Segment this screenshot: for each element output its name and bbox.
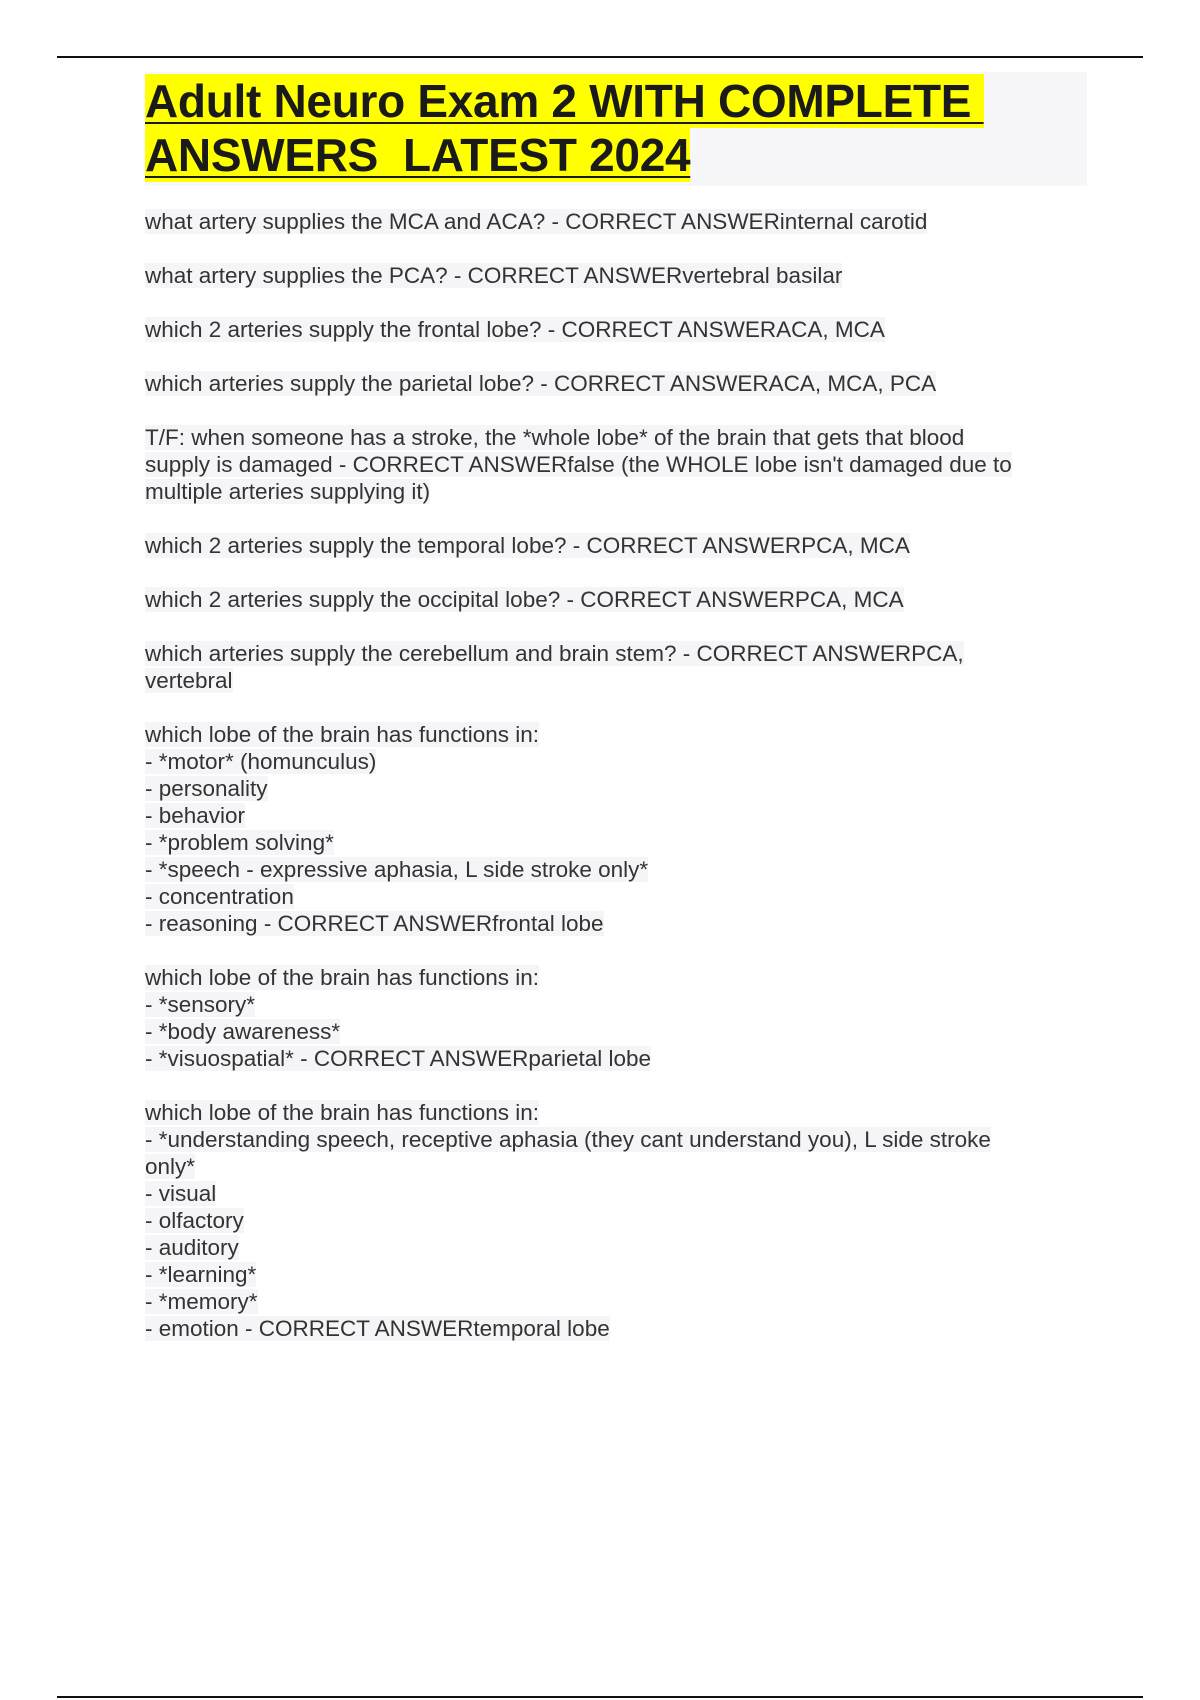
qa-text: multiple arteries supplying it) [145,479,431,504]
qa-line [145,1126,1085,1153]
qa-line [145,1288,1085,1315]
qa-text: which lobe of the brain has functions in: [145,1100,539,1125]
qa-line [145,667,1085,694]
qa-line [145,1180,1085,1207]
qa-text: - emotion - CORRECT ANSWERtemporal lobe [145,1316,610,1341]
qa-text: - *motor* (homunculus) [145,749,377,774]
qa-line [145,1261,1085,1288]
document-title [145,72,1087,186]
qa-text: - personality [145,776,268,801]
qa-item [145,424,1085,505]
qa-line [145,1153,1085,1180]
title-line-2: ANSWERS LATEST 2024 [145,129,691,181]
qa-item [145,640,1085,694]
qa-line [145,748,1085,775]
qa-line [145,910,1085,937]
qa-line [145,991,1085,1018]
qa-line [145,424,1085,451]
qa-text: - concentration [145,884,294,909]
qa-text: - auditory [145,1235,239,1260]
qa-text: - *visuospatial* - CORRECT ANSWERparietal lobe [145,1046,652,1071]
qa-line [145,532,1085,559]
qa-line [145,262,1085,289]
qa-line [145,208,1085,235]
qa-text: - behavior [145,803,246,828]
qa-text: which 2 arteries supply the temporal lobe? - CORRECT ANSWERPCA, MCA [145,533,910,558]
qa-line [145,856,1085,883]
qa-line [145,721,1085,748]
qa-text: - *learning* [145,1262,257,1287]
qa-line [145,1315,1085,1342]
qa-text: - *understanding speech, receptive aphasia (they cant understand you), L side stroke [145,1127,991,1152]
qa-line [145,964,1085,991]
qa-line [145,1018,1085,1045]
qa-text: - olfactory [145,1208,244,1233]
qa-text: - *speech - expressive aphasia, L side stroke only* [145,857,649,882]
qa-line [145,775,1085,802]
top-rule [57,56,1143,58]
qa-text: which arteries supply the cerebellum and brain stem? - CORRECT ANSWERPCA, [145,641,964,666]
qa-text: what artery supplies the MCA and ACA? - CORRECT ANSWERinternal carotid [145,209,928,234]
qa-text: only* [145,1154,196,1179]
qa-item [145,370,1085,397]
qa-line [145,1234,1085,1261]
qa-line [145,451,1085,478]
qa-text: which arteries supply the parietal lobe? - CORRECT ANSWERACA, MCA, PCA [145,371,937,396]
qa-line [145,829,1085,856]
qa-line [145,883,1085,910]
qa-line [145,1045,1085,1072]
qa-line [145,370,1085,397]
qa-item [145,316,1085,343]
qa-text: - *memory* [145,1289,258,1314]
qa-text: T/F: when someone has a stroke, the *whole lobe* of the brain that gets that blood [145,425,965,450]
title-line-1: Adult Neuro Exam 2 WITH COMPLETE [145,75,984,127]
qa-item [145,964,1085,1072]
qa-line [145,640,1085,667]
qa-text: which 2 arteries supply the occipital lobe? - CORRECT ANSWERPCA, MCA [145,587,904,612]
qa-line [145,802,1085,829]
bottom-rule [57,1696,1143,1698]
qa-item [145,721,1085,937]
qa-line [145,478,1085,505]
qa-line [145,1099,1085,1126]
qa-text: - *sensory* [145,992,256,1017]
qa-line [145,1207,1085,1234]
qa-line [145,586,1085,613]
qa-text: - *body awareness* [145,1019,341,1044]
qa-item [145,262,1085,289]
qa-text: which 2 arteries supply the frontal lobe? - CORRECT ANSWERACA, MCA [145,317,885,342]
qa-list [145,208,1085,1369]
qa-item [145,208,1085,235]
qa-text: vertebral [145,668,233,693]
qa-item [145,1099,1085,1342]
qa-text: - visual [145,1181,217,1206]
qa-line [145,316,1085,343]
qa-text: which lobe of the brain has functions in: [145,965,539,990]
qa-item [145,586,1085,613]
qa-text: - reasoning - CORRECT ANSWERfrontal lobe [145,911,604,936]
qa-text: supply is damaged - CORRECT ANSWERfalse (the WHOLE lobe isn't damaged due to [145,452,1012,477]
qa-text: - *problem solving* [145,830,334,855]
qa-text: which lobe of the brain has functions in: [145,722,539,747]
qa-text: what artery supplies the PCA? - CORRECT ANSWERvertebral basilar [145,263,843,288]
qa-item [145,532,1085,559]
